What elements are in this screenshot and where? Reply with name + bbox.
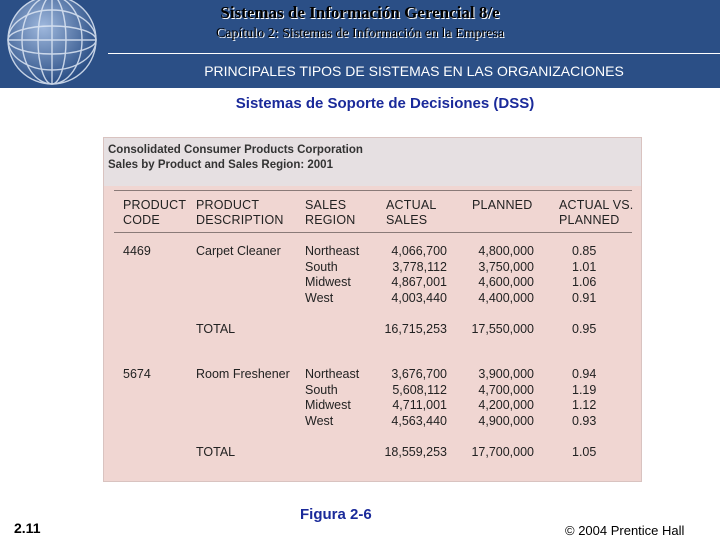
product-code: 4469 xyxy=(123,244,151,258)
total-planned: 17,550,000 xyxy=(471,322,534,336)
company-name: Consolidated Consumer Products Corporation xyxy=(108,144,363,156)
column-header-actual: ACTUAL SALES xyxy=(386,198,437,227)
header-divider xyxy=(108,53,720,54)
product-description: Room Freshener xyxy=(196,367,290,381)
table-top-rule xyxy=(114,190,632,191)
column-header-planned: PLANNED xyxy=(472,198,533,212)
product-description: Carpet Cleaner xyxy=(196,244,281,258)
column-header-region: SALES REGION xyxy=(305,198,356,227)
product-code: 5674 xyxy=(123,367,151,381)
total-planned: 17,700,000 xyxy=(471,445,534,459)
total-actual: 18,559,253 xyxy=(384,445,447,459)
report-figure xyxy=(103,137,642,482)
total-ratio: 1.05 xyxy=(572,445,597,459)
globe-icon xyxy=(4,0,104,88)
region-list: Northeast South Midwest West xyxy=(305,244,360,305)
total-label: TOTAL xyxy=(196,445,236,459)
slide-header xyxy=(0,0,720,88)
region-list: Northeast South Midwest West xyxy=(305,367,360,428)
section-banner: PRINCIPALES TIPOS DE SISTEMAS EN LAS ORGANIZACIONES xyxy=(204,63,624,79)
copyright-notice: © 2004 Prentice Hall xyxy=(565,523,685,538)
report-heading-area xyxy=(104,138,641,186)
figure-caption: Figura 2-6 xyxy=(300,506,372,523)
section-title: Sistemas de Soporte de Decisiones (DSS) xyxy=(235,95,535,112)
ratio-list: 0.85 1.01 1.06 0.91 xyxy=(572,244,597,305)
report-name: Sales by Product and Sales Region: 2001 xyxy=(108,159,333,171)
ratio-list: 0.94 1.19 1.12 0.93 xyxy=(572,367,597,428)
total-ratio: 0.95 xyxy=(572,322,597,336)
column-header-description: PRODUCT DESCRIPTION xyxy=(196,198,284,227)
total-label: TOTAL xyxy=(196,322,236,336)
slide-subtitle: Capítulo 2: Sistemas de Información en la Empresa xyxy=(215,26,505,41)
slide-number: 2.11 xyxy=(14,520,41,536)
actual-sales-list: 4,066,700 3,778,112 4,867,001 4,003,440 xyxy=(391,244,447,305)
column-header-code: PRODUCT CODE xyxy=(123,198,187,227)
planned-sales-list: 4,800,000 3,750,000 4,600,000 4,400,000 xyxy=(478,244,534,305)
slide-title: Sistemas de Información Gerencial 8/e xyxy=(220,3,500,22)
column-header-ratio: ACTUAL VS. PLANNED xyxy=(559,198,634,227)
actual-sales-list: 3,676,700 5,608,112 4,711,001 4,563,440 xyxy=(391,367,447,428)
planned-sales-list: 3,900,000 4,700,000 4,200,000 4,900,000 xyxy=(478,367,534,428)
total-actual: 16,715,253 xyxy=(384,322,447,336)
header-bottom-rule xyxy=(114,232,632,233)
